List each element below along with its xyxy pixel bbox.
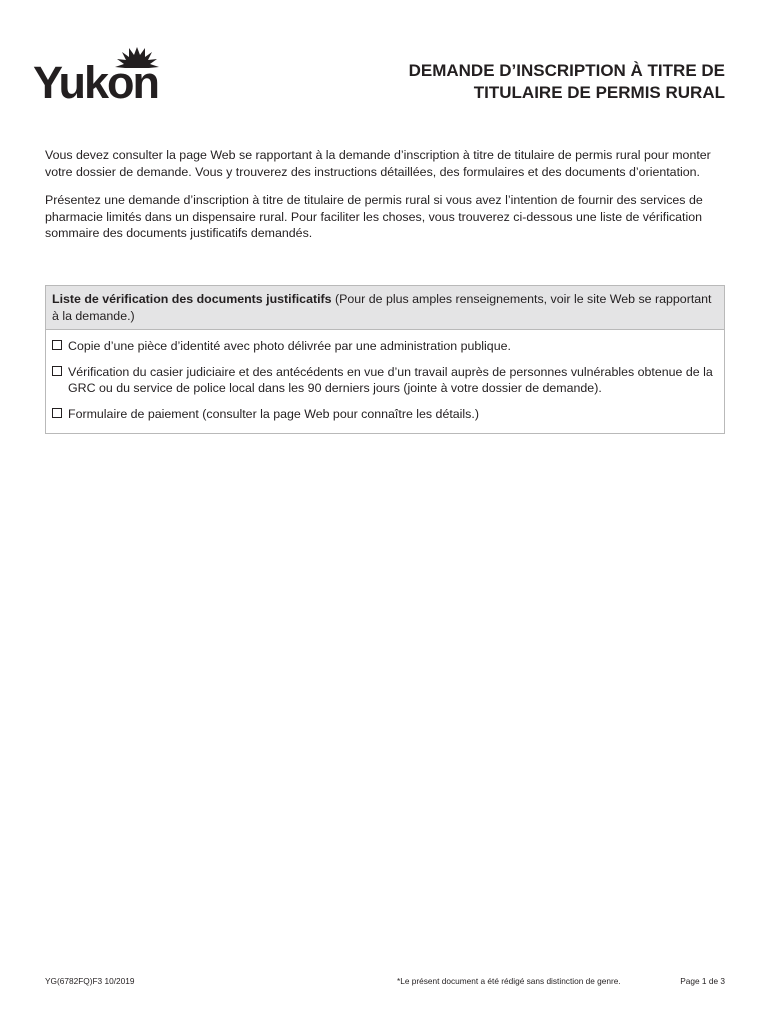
intro-section <box>45 147 725 254</box>
supporting-documents-checklist <box>45 285 725 434</box>
checklist-item-label: Copie d’une pièce d’identité avec photo délivrée par une administration publique. <box>68 339 511 353</box>
criminal-record-checkbox[interactable] <box>52 366 62 376</box>
title-line-1: DEMANDE D’INSCRIPTION À TITRE DE <box>408 61 725 80</box>
page-number: Page 1 de 3 <box>680 976 725 986</box>
checklist-items <box>46 330 724 433</box>
intro-paragraph-1: Vous devez consulter la page Web se rapportant à la demande d’inscription à titre de titulaire de permis rural pour monter votre dossier de demande. Vous y trouverez des instructions détaillées, des formulaires et des documents d’orientation. <box>45 148 711 179</box>
checklist-item-payment-form <box>52 406 718 423</box>
checklist-header <box>46 286 724 330</box>
checklist-item-criminal-record-check <box>52 364 718 397</box>
checklist-header-title: Liste de vérification des documents justificatifs <box>52 292 332 306</box>
photo-id-checkbox[interactable] <box>52 340 62 350</box>
yukon-logo <box>33 43 173 103</box>
checklist-item-photo-id <box>52 338 718 355</box>
title-line-2: TITULAIRE DE PERMIS RURAL <box>473 83 725 102</box>
checklist-header-note: (Pour de plus amples renseignements, voir le site Web se rapportant à la demande.) <box>52 292 712 323</box>
form-title <box>305 60 725 104</box>
form-code: YG(6782FQ)F3 10/2019 <box>45 976 135 986</box>
gender-note: *Le présent document a été rédigé sans distinction de genre. <box>397 976 621 986</box>
intro-paragraph-2: Présentez une demande d’inscription à titre de titulaire de permis rural si vous avez l’intention de fournir des services de pharmacie limités dans un dispensaire rural. Pour faciliter les choses, vous trouverez ci-dessous une liste de vérification sommaire des documents justificatifs demandés. <box>45 193 703 240</box>
checklist-item-label: Vérification du casier judiciaire et des antécédents en vue d’un travail auprès de personnes vulnérables obtenue de la GRC ou du service de police local dans les 90 derniers jours (jointe à votre dossier de demande). <box>68 364 713 395</box>
payment-form-checkbox[interactable] <box>52 408 62 418</box>
checklist-item-label: Formulaire de paiement (consulter la page Web pour connaître les détails.) <box>68 406 479 421</box>
logo-wordmark: Yukon <box>33 57 159 103</box>
